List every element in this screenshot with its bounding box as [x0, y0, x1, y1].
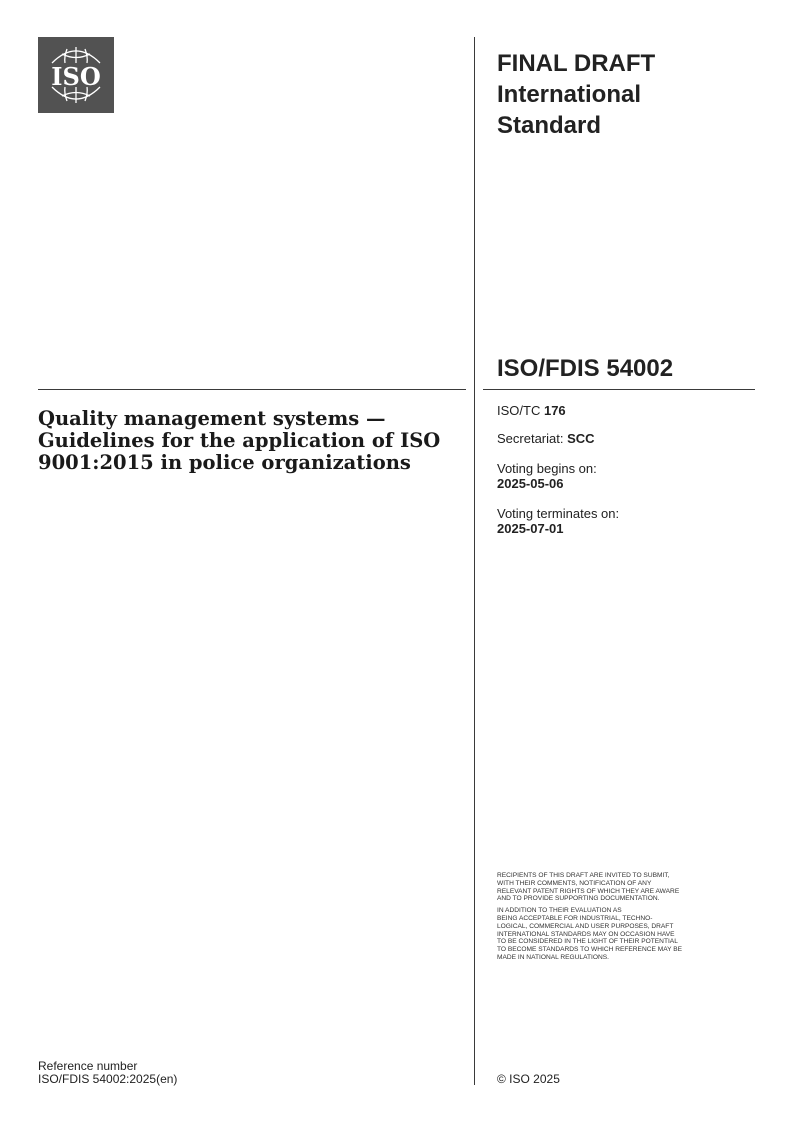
title-rule	[38, 389, 466, 390]
document-stage	[497, 48, 757, 141]
voting-begins	[497, 461, 597, 491]
document-title	[38, 408, 458, 474]
notice-line: BEING ACCEPTABLE FOR INDUSTRIAL, TECHNO-	[497, 914, 653, 922]
stage-line: FINAL DRAFT	[497, 50, 656, 77]
notice-paragraph	[497, 907, 757, 962]
technical-committee	[497, 403, 566, 418]
secretariat	[497, 431, 595, 446]
notice-line: MADE IN NATIONAL REGULATIONS.	[497, 953, 609, 961]
iso-logo	[38, 37, 114, 113]
stage-line: Standard	[497, 112, 602, 139]
voting-terminates-label: Voting terminates on:	[497, 506, 620, 521]
committee-value: 176	[543, 403, 566, 418]
committee-label: ISO/TC	[497, 403, 541, 418]
title-line: 9001:2015 in police organizations	[38, 451, 411, 474]
document-number: ISO/FDIS 54002	[497, 355, 674, 382]
globe-icon	[38, 37, 114, 113]
voting-begins-label: Voting begins on:	[497, 461, 597, 476]
notice-line: AND TO PROVIDE SUPPORTING DOCUMENTATION.	[497, 895, 660, 903]
secretariat-value: SCC	[567, 431, 595, 446]
number-rule	[483, 389, 755, 390]
reference-value: ISO/FDIS 54002:2025(en)	[38, 1072, 178, 1086]
secretariat-label: Secretariat:	[497, 431, 564, 446]
notice-line: WITH THEIR COMMENTS, NOTIFICATION OF ANY	[497, 879, 652, 887]
voting-terminates-date: 2025-07-01	[497, 521, 564, 536]
column-divider	[474, 37, 475, 1085]
title-line: Quality management systems —	[38, 407, 386, 430]
notice-paragraph	[497, 872, 757, 903]
voting-begins-date: 2025-05-06	[497, 476, 564, 491]
stage-line: International	[497, 81, 642, 108]
notice-line: LOGICAL, COMMERCIAL AND USER PURPOSES, DRAFT	[497, 922, 674, 930]
draft-notice	[497, 872, 757, 966]
notice-line: RELEVANT PATENT RIGHTS OF WHICH THEY ARE AWARE	[497, 887, 680, 895]
copyright: © ISO 2025	[497, 1072, 560, 1086]
notice-line: TO BE CONSIDERED IN THE LIGHT OF THEIR POTENTIAL	[497, 938, 678, 946]
voting-terminates	[497, 506, 619, 536]
notice-line: RECIPIENTS OF THIS DRAFT ARE INVITED TO SUBMIT,	[497, 872, 670, 879]
reference-label: Reference number	[38, 1059, 138, 1073]
logo-text: ISO	[51, 62, 101, 91]
reference-number	[38, 1060, 177, 1086]
notice-line: INTERNATIONAL STANDARDS MAY ON OCCASION HAVE	[497, 930, 675, 938]
title-line: Guidelines for the application of ISO	[38, 429, 441, 452]
notice-line: TO BECOME STANDARDS TO WHICH REFERENCE MAY BE	[497, 946, 683, 954]
notice-line: IN ADDITION TO THEIR EVALUATION AS	[497, 907, 622, 915]
